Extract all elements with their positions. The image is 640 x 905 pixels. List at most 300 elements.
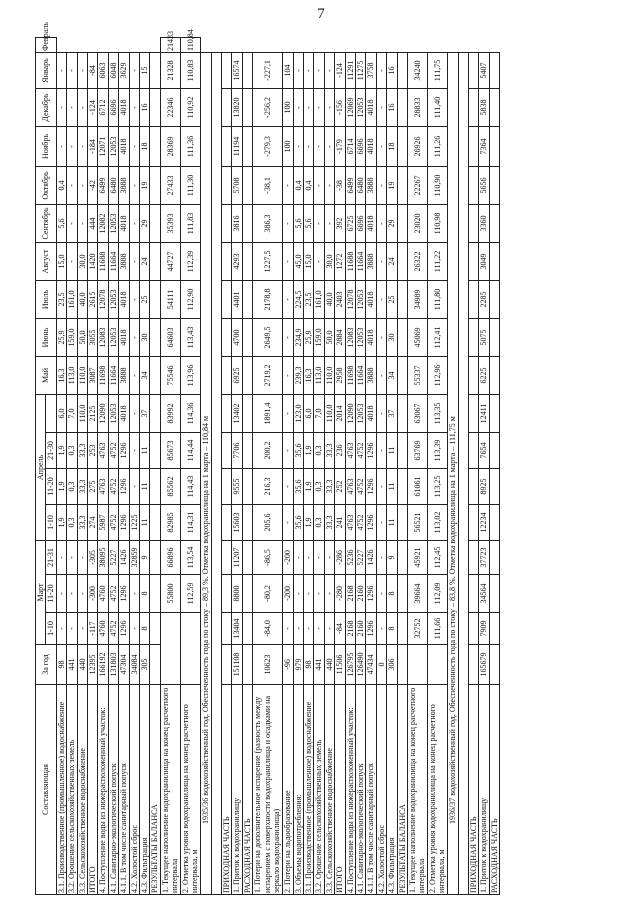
header-decade: 1-10 <box>46 504 56 540</box>
cell: -84 <box>88 52 98 88</box>
cell: 110,0 <box>324 356 334 394</box>
cell: - <box>303 540 313 574</box>
cell: 45069 <box>407 318 427 356</box>
empty-cell <box>242 540 252 574</box>
cell: 50,0 <box>77 318 87 356</box>
empty-cell <box>468 504 478 540</box>
cell: 3629 <box>119 52 129 88</box>
cell: 33,3 <box>77 504 87 540</box>
cell: 3087 <box>88 356 98 394</box>
cell: 3888 <box>366 166 376 204</box>
header-decade: 21-31 <box>46 540 56 574</box>
cell: - <box>129 280 139 318</box>
cell: -300 <box>88 575 98 613</box>
cell: 11275 <box>355 52 365 88</box>
cell: - <box>67 613 77 645</box>
cell: 33,3 <box>324 432 334 468</box>
cell: 12234 <box>479 504 489 540</box>
cell: - <box>376 126 386 166</box>
empty-cell <box>397 280 407 318</box>
cell: - <box>293 126 303 166</box>
cell: 4018 <box>366 88 376 126</box>
cell: - <box>283 356 293 394</box>
cell: 6499 <box>345 166 355 204</box>
cell: 12053 <box>108 280 118 318</box>
cell: 3888 <box>119 166 129 204</box>
cell: - <box>324 166 334 204</box>
cell: - <box>77 204 87 242</box>
cell: 29 <box>140 204 150 242</box>
empty-cell <box>468 204 478 242</box>
cell: 0,3 <box>67 432 77 468</box>
cell: 111,66 <box>427 613 447 645</box>
cell: - <box>376 540 386 574</box>
cell: 6696 <box>108 88 118 126</box>
cell: 112,45 <box>427 540 447 574</box>
empty-cell <box>221 394 231 432</box>
cell: 1420 <box>88 242 98 280</box>
cell: 4018 <box>366 318 376 356</box>
empty-cell <box>489 645 499 685</box>
cell: 37 <box>387 394 397 432</box>
table-row <box>293 38 303 895</box>
cell: 111,80 <box>427 280 447 318</box>
cell: 6048 <box>108 52 118 88</box>
cell: 25 <box>387 280 397 318</box>
cell: - <box>293 88 303 126</box>
cell: 35,6 <box>293 504 303 540</box>
cell: -84,0 <box>253 613 283 645</box>
cell: 252 <box>335 468 345 504</box>
cell: 110,98 <box>427 204 447 242</box>
cell: 12411 <box>479 394 489 432</box>
cell: -256,2 <box>253 88 283 126</box>
empty-cell <box>489 204 499 242</box>
cell: 27433 <box>160 166 180 204</box>
cell: 6,0 <box>303 394 313 432</box>
cell: 1296 <box>119 575 129 613</box>
cell: 24 <box>387 242 397 280</box>
cell: 16 <box>387 88 397 126</box>
cell: 16,3 <box>303 356 313 394</box>
header-decade: 11-20 <box>46 468 56 504</box>
header-decade: 1-10 <box>46 613 56 645</box>
cell: 15 <box>140 52 150 88</box>
cell: 113,25 <box>427 468 447 504</box>
table-row <box>221 38 231 895</box>
cell: 161,0 <box>314 280 324 318</box>
cell: 1225 <box>129 504 139 540</box>
empty-cell <box>489 468 499 504</box>
cell: 15,0 <box>303 242 313 280</box>
cell: 12053 <box>355 318 365 356</box>
cell: - <box>129 126 139 166</box>
cell: -124 <box>335 52 345 88</box>
cell: 9 <box>140 540 150 574</box>
cell: - <box>303 126 313 166</box>
cell: 12090 <box>98 394 108 432</box>
table-row <box>253 38 283 895</box>
cell: 7654 <box>479 432 489 468</box>
cell: 25,9 <box>56 318 66 356</box>
cell: - <box>376 613 386 645</box>
cell: 26926 <box>407 126 427 166</box>
cell: 4700 <box>232 318 242 356</box>
table-row <box>447 38 458 895</box>
cell: 111,22 <box>427 242 447 280</box>
cell: 35393 <box>160 204 180 242</box>
section-title: РАСХОДНАЯ ЧАСТЬ <box>242 685 252 895</box>
cell: - <box>303 52 313 88</box>
cell: 11506 <box>335 645 345 685</box>
cell: 113,0 <box>67 356 77 394</box>
cell: 1891,4 <box>253 394 283 432</box>
cell: - <box>376 432 386 468</box>
cell: 12053 <box>108 394 118 432</box>
cell: 2719,2 <box>253 356 283 394</box>
cell: 7364 <box>479 126 489 166</box>
row-label: 2. Потери на льдообразование <box>283 685 293 895</box>
empty-cell <box>150 126 160 166</box>
cell: - <box>376 88 386 126</box>
row-label: 2. Отметка уровня водохранилища на конец расчетного интервала, м <box>427 685 447 895</box>
empty-cell <box>150 468 160 504</box>
empty-cell <box>242 504 252 540</box>
cell: 11688 <box>98 242 108 280</box>
cell: - <box>283 504 293 540</box>
cell: 275 <box>88 468 98 504</box>
empty-cell <box>150 242 160 280</box>
cell: 126490 <box>355 645 365 685</box>
cell: 3816 <box>232 204 242 242</box>
empty-cell <box>397 242 407 280</box>
water-balance-table <box>35 22 500 895</box>
cell: 4752 <box>108 613 118 645</box>
cell: 24 <box>140 242 150 280</box>
row-label: 3.1. Производственное (промышленное) водоснабжение <box>56 685 66 895</box>
cell: -124 <box>88 88 98 126</box>
empty-cell <box>397 126 407 166</box>
cell: - <box>314 204 324 242</box>
cell: - <box>67 575 77 613</box>
cell: 8 <box>140 575 150 613</box>
cell: 2178,8 <box>253 280 283 318</box>
cell: 2884 <box>335 318 345 356</box>
empty-cell <box>221 204 231 242</box>
cell: 12053 <box>355 394 365 432</box>
page-number: 7 <box>317 6 325 22</box>
empty-cell <box>221 280 231 318</box>
cell: - <box>283 166 293 204</box>
cell: 38095 <box>98 540 108 574</box>
table-row <box>150 38 160 895</box>
cell: 0,3 <box>314 504 324 540</box>
cell: 34989 <box>407 280 427 318</box>
table-row <box>314 38 324 895</box>
cell: -42 <box>88 166 98 204</box>
empty-cell <box>468 126 478 166</box>
empty-cell <box>468 394 478 432</box>
cell: 13402 <box>232 394 242 432</box>
empty-cell <box>468 88 478 126</box>
cell: 64603 <box>160 318 180 356</box>
cell: 29 <box>387 204 397 242</box>
cell: - <box>324 52 334 88</box>
cell: 1296 <box>366 468 376 504</box>
cell: 0,3 <box>314 468 324 504</box>
row-label: 1. Текущее наполнение водохранилища на конец расчетного интервала <box>407 685 427 895</box>
header-month: Октябрь <box>36 166 57 204</box>
cell: 7,0 <box>67 394 77 432</box>
cell: - <box>314 126 324 166</box>
row-label: 4.1.1. В том числе санитарный попуск <box>119 685 129 895</box>
cell: 9555 <box>232 468 242 504</box>
cell: 1296 <box>119 504 129 540</box>
cell: 113,0 <box>314 356 324 394</box>
cell: -184 <box>88 126 98 166</box>
cell: 114,43 <box>180 468 200 504</box>
empty-cell <box>242 432 252 468</box>
empty-cell <box>397 88 407 126</box>
empty-cell <box>489 504 499 540</box>
cell: 33,3 <box>324 504 334 540</box>
cell: - <box>376 394 386 432</box>
cell: - <box>376 318 386 356</box>
cell: - <box>129 242 139 280</box>
cell: 234,9 <box>293 318 303 356</box>
cell: 113,35 <box>427 394 447 432</box>
empty-cell <box>468 613 478 645</box>
cell: 4763 <box>345 468 355 504</box>
cell: 159,0 <box>67 318 77 356</box>
table-row <box>335 38 345 895</box>
cell: - <box>283 394 293 432</box>
cell: - <box>129 52 139 88</box>
cell: 3888 <box>366 356 376 394</box>
table-row <box>211 38 221 895</box>
empty-cell <box>242 468 252 504</box>
cell: - <box>67 52 77 88</box>
cell: 111,36 <box>180 126 200 166</box>
cell: 12082 <box>98 204 108 242</box>
cell: - <box>314 52 324 88</box>
header-month: Декабрь <box>36 88 57 126</box>
table-row <box>303 38 313 895</box>
cell: 12078 <box>98 280 108 318</box>
empty-cell <box>242 166 252 204</box>
cell: 0,4 <box>303 166 313 204</box>
cell: 8800 <box>232 575 242 613</box>
cell: - <box>324 204 334 242</box>
cell: 19 <box>387 166 397 204</box>
row-label: 4.3. Фильтрация <box>387 685 397 895</box>
cell: - <box>56 575 66 613</box>
row-label: ИТОГО <box>335 685 345 895</box>
header-month: Июль <box>36 280 57 318</box>
cell: 3758 <box>366 52 376 88</box>
cell: 112,39 <box>180 242 200 280</box>
cell: 112,41 <box>427 318 447 356</box>
empty-cell <box>150 645 160 685</box>
cell: 6712 <box>98 88 108 126</box>
cell: 159,0 <box>314 318 324 356</box>
cell: 12071 <box>98 126 108 166</box>
section-title: РЕЗУЛЬТАТЫ БАЛАНСА <box>397 685 407 895</box>
cell: - <box>314 613 324 645</box>
empty-cell <box>221 318 231 356</box>
cell: - <box>67 242 77 280</box>
cell: 33,3 <box>77 468 87 504</box>
cell: 3888 <box>119 242 129 280</box>
table-row <box>77 38 87 895</box>
cell: - <box>77 613 87 645</box>
empty-cell <box>397 645 407 685</box>
cell: 126795 <box>345 645 355 685</box>
table-row <box>427 38 447 895</box>
cell: - <box>314 242 324 280</box>
cell: 151108 <box>232 645 242 685</box>
row-label: 4.1.1. В том числе санитарный попуск <box>366 685 376 895</box>
empty-cell <box>242 204 252 242</box>
table-row <box>140 38 150 895</box>
cell: 444 <box>88 204 98 242</box>
cell: 205,6 <box>253 504 283 540</box>
cell: 34240 <box>407 52 427 88</box>
cell: - <box>283 242 293 280</box>
row-label: 1. Текущее наполнение водохранилища на конец расчетного интервала <box>160 685 180 895</box>
cell: 4018 <box>366 204 376 242</box>
cell: 392 <box>335 204 345 242</box>
cell: 2014 <box>335 394 345 432</box>
empty-cell <box>468 575 478 613</box>
table-row <box>119 38 129 895</box>
cell: -38 <box>335 166 345 204</box>
cell: - <box>376 166 386 204</box>
cell: - <box>314 540 324 574</box>
cell: - <box>303 88 313 126</box>
cell: 112,59 <box>180 575 200 613</box>
cell: 113,02 <box>427 504 447 540</box>
cell: 1,9 <box>303 468 313 504</box>
cell: 114,31 <box>180 504 200 540</box>
header-month: Март <box>36 540 46 644</box>
empty-cell <box>397 166 407 204</box>
cell: 6,0 <box>56 394 66 432</box>
cell: - <box>376 204 386 242</box>
empty-cell <box>489 575 499 613</box>
cell: 6063 <box>98 52 108 88</box>
empty-cell <box>150 504 160 540</box>
cell: - <box>77 52 87 88</box>
cell: 45,0 <box>293 242 303 280</box>
cell: 37 <box>140 394 150 432</box>
empty-cell <box>489 166 499 204</box>
empty-cell <box>150 88 160 126</box>
cell: - <box>56 126 66 166</box>
table-row <box>397 38 407 895</box>
cell: 34 <box>387 356 397 394</box>
header-month: Ноябрь <box>36 126 57 166</box>
cell: 2160 <box>355 613 365 645</box>
cell: 0 <box>376 645 386 685</box>
cell: 4018 <box>366 394 376 432</box>
cell: 4752 <box>108 432 118 468</box>
empty-cell <box>150 166 160 204</box>
cell: - <box>303 575 313 613</box>
empty-cell <box>468 318 478 356</box>
empty-cell <box>489 280 499 318</box>
cell: 239,3 <box>293 356 303 394</box>
empty-cell <box>221 540 231 574</box>
cell: - <box>324 613 334 645</box>
cell: -200 <box>283 540 293 574</box>
header-month: Январь <box>36 52 57 88</box>
cell: 66896 <box>160 540 180 574</box>
empty-cell <box>489 394 499 432</box>
cell: 55337 <box>407 356 427 394</box>
cell: 22267 <box>407 166 427 204</box>
cell: 110,84 <box>180 38 200 53</box>
cell: 28369 <box>160 126 180 166</box>
empty-cell <box>489 356 499 394</box>
empty-cell <box>489 88 499 126</box>
table-row <box>479 38 489 895</box>
cell: 112,90 <box>180 280 200 318</box>
cell: 23,5 <box>303 280 313 318</box>
cell: 47434 <box>366 645 376 685</box>
cell: 75546 <box>160 356 180 394</box>
cell: 7909 <box>479 613 489 645</box>
cell: 13820 <box>232 88 242 126</box>
empty-cell <box>242 575 252 613</box>
cell: 11698 <box>345 356 355 394</box>
header-month: Апрель <box>36 394 46 540</box>
cell: 0,3 <box>67 468 77 504</box>
cell: 113,39 <box>427 432 447 468</box>
cell: 85673 <box>160 432 180 468</box>
cell: 6725 <box>345 204 355 242</box>
cell: 111,83 <box>180 204 200 242</box>
cell: 4018 <box>366 280 376 318</box>
cell: 0,4 <box>56 166 66 204</box>
cell: - <box>129 613 139 645</box>
cell: 28833 <box>407 88 427 126</box>
empty-cell <box>397 575 407 613</box>
cell: -38,1 <box>253 166 283 204</box>
cell: - <box>129 394 139 432</box>
cell: 11 <box>140 432 150 468</box>
cell: - <box>293 575 303 613</box>
header-month: Сентябрь <box>36 204 57 242</box>
cell: 11194 <box>232 126 242 166</box>
year-caption: 1935/36 водохозяйственный год. Обеспеченность года по стоку – 89,3 %. Отметка водохранилища на 1 марта – 110,84 м <box>200 52 211 894</box>
cell: 5,6 <box>56 204 66 242</box>
empty-cell <box>242 52 252 88</box>
empty-cell <box>468 52 478 88</box>
cell: 16 <box>140 88 150 126</box>
table-row <box>88 38 98 895</box>
empty-cell <box>221 52 231 88</box>
empty-cell <box>221 242 231 280</box>
empty-cell <box>397 468 407 504</box>
table-row <box>56 38 66 895</box>
cell: 4763 <box>345 504 355 540</box>
cell: 8 <box>140 613 150 645</box>
cell: 236 <box>335 432 345 468</box>
cell: -84 <box>335 613 345 645</box>
cell: 3055 <box>88 318 98 356</box>
cell: 3888 <box>119 356 129 394</box>
